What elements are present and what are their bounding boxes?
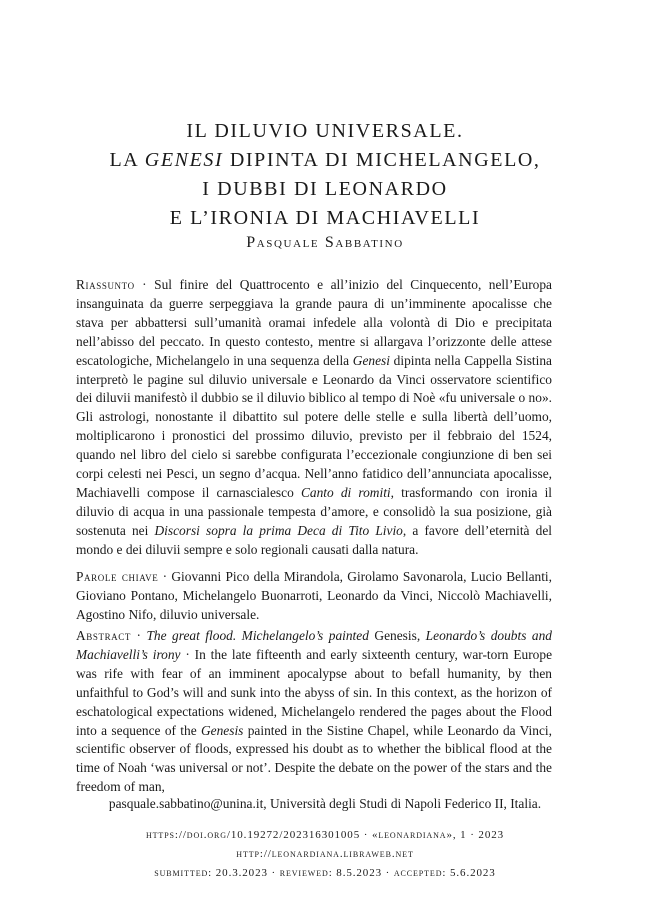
author-name: Pasquale Sabbatino <box>246 234 404 251</box>
abstract-title-italic-a: The great flood. Michelangelo’s painted <box>146 628 369 643</box>
abstract-paragraph <box>76 627 552 797</box>
riassunto-text-1: Sul finire del Quattrocento e all’inizio del Cinquecento, nell’Europa insanguinata da guerre serpeggiava la grande paura di un’imminente apocalisse che stava per abbattersi sull’umanità oramai infedele alla volontà di Dio e precipitata nell’abisso del peccato. In questo contesto, mentre si allargava l’orizzonte delle attese escatologiche, Michelangelo in una sequenza della <box>76 277 553 368</box>
title-line-2 <box>0 146 650 175</box>
keywords-sep: · <box>158 569 172 584</box>
keywords-label: Parole chiave <box>76 569 159 584</box>
riassunto-label: Riassunto <box>76 277 135 292</box>
doi-line: https://doi.org/10.19272/202316301005 · «leonardiana», 1 · 2023 <box>145 829 505 841</box>
title-line-4: E L’IRONIA DI MACHIAVELLI <box>169 207 481 229</box>
title-line-2-post: DIPINTA DI MICHELANGELO, <box>223 149 541 171</box>
riassunto-text-4: , a favore dell’eternità del mondo e dei diluvii sempre e solo regionali causati dalla natura. <box>76 522 552 557</box>
riassunto-italic-3: Discorsi sopra la prima Deca di Tito Livio <box>154 522 403 538</box>
title-line-1: IL DILUVIO UNIVERSALE. <box>186 120 464 142</box>
abstract-sep: · <box>130 628 147 643</box>
keywords-paragraph <box>76 568 552 625</box>
riassunto-text-3: , trasformando con ironia il diluvio di acqua in una passionale tempesta d’amore, e consolidò la sua posizione, già sostenuta nei <box>76 484 553 538</box>
abstract-text-1: In the late fifteenth and early sixteenth century, war-torn Europe was rife with fear of an imminent apocalypse about to befall humanity, by then unfaithful to God’s will and sunk into the abyss of sin. In this context, as the horizon of eschatological expectations widened, Michelangelo rendered the pages about the Flood into a sequence of the <box>76 646 553 738</box>
riassunto-sep: · <box>134 277 155 292</box>
article-title <box>0 117 650 233</box>
abstract-title-roman: Genesis <box>368 628 417 643</box>
abstract-title-italic-b: , Leonardo’s doubts and Machiavelli’s irony <box>76 628 553 662</box>
riassunto-italic-2: Canto di romiti <box>300 484 391 500</box>
journal-url: http://leonardiana.libraweb.net <box>236 848 414 860</box>
riassunto-italic-1: Genesi <box>352 352 390 368</box>
abstract-italic-1: Genesis <box>200 722 244 738</box>
title-line-2-pre: LA <box>109 149 145 171</box>
abstract-label: Abstract <box>76 628 131 643</box>
abstract-text-2: painted in the Sistine Chapel, while Leonardo da Vinci, scientific observer of floods, expressed his doubt as to whether the biblical flood at the time of Noah ‘was universal or not’. Despite the debate on the power of the stars and the freedom of man, <box>76 722 552 795</box>
riassunto-paragraph <box>76 276 552 560</box>
submission-dates: submitted: 20.3.2023 · reviewed: 8.5.2023 · accepted: 5.6.2023 <box>154 867 496 879</box>
author-affiliation: pasquale.sabbatino@unina.it, Università degli Studi di Napoli Federico II, Italia. <box>108 796 542 811</box>
abstract-sep-2: · <box>180 646 195 662</box>
title-line-3: I DUBBI DI LEONARDO <box>202 178 448 200</box>
riassunto-text-2: dipinta nella Cappella Sistina interpretò le pagine sul diluvio universale e Leonardo da Vinci osservatore scientifico dei diluvii manifestò il dubbio se il diluvio biblico al tempo di Noè «fu universale o no». Gli astrologi, nonostante il dibattito sul potere delle stelle e sulla libertà dell’uomo, moltiplicarono i pronostici del prossimo diluvio, previsto per il febbraio del 1524, quando nel libro del cielo si sarebbe configurata l’eccezionale congiunzione di ben sei corpi celesti nei Pesci, un segno d’acqua. Nell’anno fatidico dell’annunciata apocalisse, Machiavelli compose il carnascialesco <box>76 352 552 500</box>
keywords-text: Giovanni Pico della Mirandola, Girolamo Savonarola, Lucio Bellanti, Gioviano Pontano, Michelangelo Buonarroti, Leonardo da Vinci, Niccolò Machiavelli, Agostino Nifo, diluvio universale. <box>76 569 552 622</box>
title-line-2-italic: GENESI <box>144 149 224 171</box>
